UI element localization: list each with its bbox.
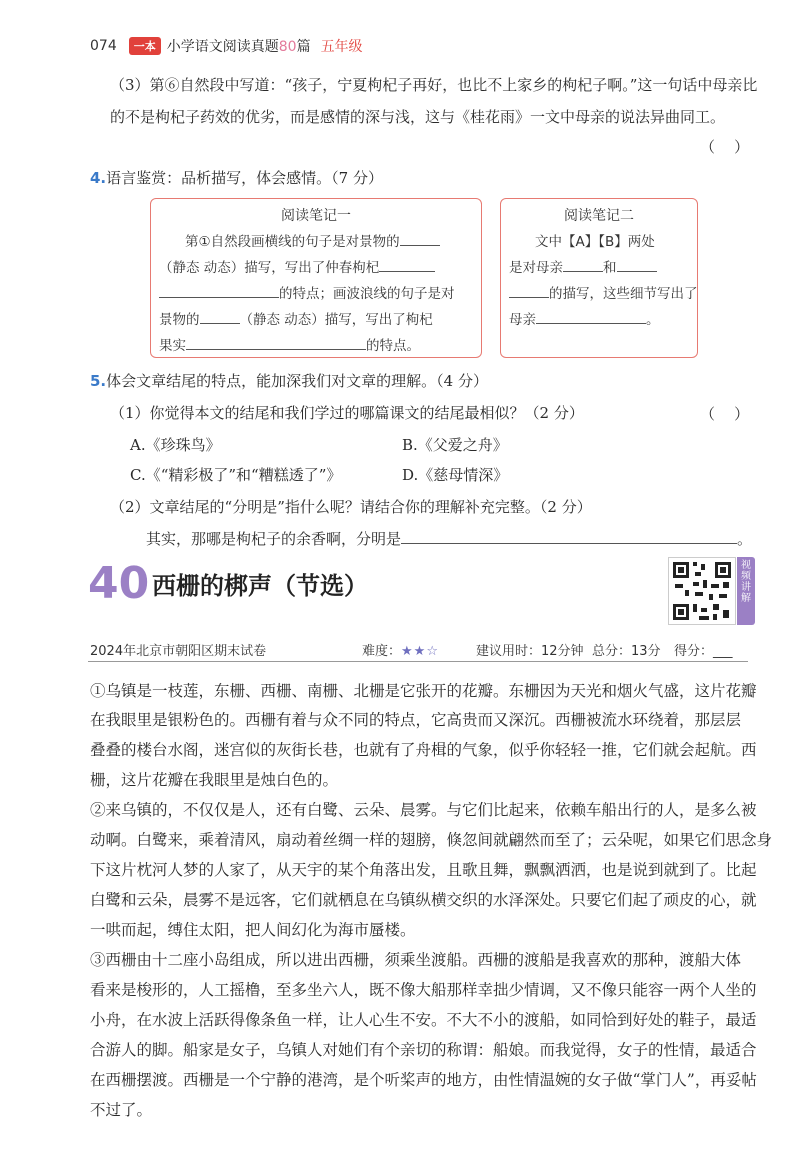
note1-blank5[interactable] [186,334,366,350]
note1-l2-text: （静态 动态）描写，写出了仲春枸杞 [159,260,380,276]
note1-blank1[interactable] [400,230,440,246]
q5-prompt [90,368,488,394]
note2-blank4[interactable] [536,308,646,324]
note2-title: 阅读笔记二 [564,208,634,224]
passage-line-8: 白鹭和云朵，晨雾不是远客，它们就栖息在乌镇纵横交织的水泽深处。只要它们起了顽皮的心，就 [90,891,757,909]
note2-l2a-text: 是对母亲 [509,260,563,276]
note1-line3 [151,281,481,307]
note1-l3-text: 的特点；画波浪线的句子是对 [279,286,455,302]
difficulty-label [362,640,439,659]
passage-line-9: 一哄而起，缚住太阳，把人间幻化为海市蜃楼。 [90,921,416,939]
q4-prompt [90,165,383,191]
q5-text: 体会文章结尾的特点，能加深我们对文章的理解。（4 分） [106,372,488,390]
passage-line-4: 栅，这片花瓣在我眼里是烛白色的。 [90,771,339,789]
q5-option-d[interactable]: D.《慈母情深》 [402,466,509,484]
note1-line4 [151,307,481,333]
reading-note-1 [150,198,482,358]
section-number: 40 [88,558,150,609]
q5-sub1-answer-paren[interactable]: （ ） [700,405,750,423]
q5-fill-line [146,526,752,552]
passage-line-6: 动啊。白鹭来，乘着清风，扇动着丝绸一样的翅膀，倏忽间就翩然而至了；云朵呢，如果它们思念身 [90,831,773,849]
grade-label: 五年级 [320,39,363,55]
q4-text: 语言鉴赏：品析描写，体会感情。（7 分） [106,169,383,187]
difficulty-stars-icon: ★★☆ [401,644,439,659]
note1-l4b-text: （静态 动态）描写，写出了枸杞 [239,312,433,328]
q5-sub2: （2）文章结尾的“分明是”指什么呢？请结合你的理解补充完整。（2 分） [110,498,592,516]
note1-line1 [151,229,481,255]
reading-note-2 [500,198,698,358]
note2-l2b-text: 和 [603,260,617,276]
q3-answer-paren[interactable]: （ ） [700,138,750,156]
note1-blank2[interactable] [379,256,435,272]
note2-line4 [501,307,697,333]
difficulty-text: 难度： [362,644,402,659]
section-title: 西栅的梆声（节选） [152,572,368,600]
note1-title: 阅读笔记一 [281,208,351,224]
passage-line-5: ②来乌镇的，不仅仅是人，还有白鹭、云朵、晨雾。与它们比起来，依赖车船出行的人，是多么被 [90,801,757,819]
note1-line2 [151,255,481,281]
passage-line-7: 下这片枕河人梦的人家了，从天宇的某个角落出发，且歌且舞，飘飘洒洒，也是说到就到了。比起 [90,861,757,879]
q4-number: 4. [90,169,107,187]
passage-line-1: ①乌镇是一枝莲，东栅、西栅、南栅、北栅是它张开的花瓣。东栅因为天光和烟火气盛，这片花瓣 [90,682,757,700]
video-lesson-tab[interactable]: 视频讲解 [737,557,755,625]
time-label: 建议用时：12分钟 [476,644,584,659]
note2-blank1[interactable] [563,256,603,272]
note2-line2 [501,255,697,281]
note1-l5a-text: 果实 [159,338,186,354]
brand-logo: 一本 [129,37,161,55]
q5-option-c[interactable]: C.《“精彩极了”和“糟糕透了”》 [130,466,342,484]
note1-blank4[interactable] [200,308,240,324]
page-number: 074 [90,38,117,54]
q3-line1: （3）第⑥自然段中写道：“孩子，宁夏枸杞子再好，也比不上家乡的枸杞子啊。”这一句话中母亲比 [110,76,758,94]
note2-l4b-text: 。 [646,312,660,328]
book-title-suffix: 篇 [296,39,311,55]
note1-l4a-text: 景物的 [159,312,200,328]
q3-line2: 的不是枸杞子药效的优劣，而是感情的深与浅，这与《桂花雨》一文中母亲的说法异曲同工。 [110,108,726,126]
page-header [90,36,363,56]
passage-line-3: 叠叠的楼台水阁，迷宫似的灰街长巷，也就有了舟楫的气象，似乎你轻轻一推，它们就会起航。西 [90,741,757,759]
book-title-prefix: 小学语文阅读真题 [166,39,279,55]
book-title [167,36,311,56]
passage-line-13: 合游人的脚。船家是女子，乌镇人对她们有个亲切的称谓：船娘。而我觉得，女子的性情，最适合 [90,1041,757,1059]
note2-line1: 文中【A】【B】两处 [535,234,655,250]
passage-line-15: 不过了。 [90,1101,153,1119]
q5-fill-text: 其实，那哪是枸杞子的余香啊，分明是 [146,530,402,548]
q5-sub1: （1）你觉得本文的结尾和我们学过的哪篇课文的结尾最相似？（2 分） [110,404,584,422]
q5-option-b[interactable]: B.《父爱之舟》 [402,436,508,454]
note1-line5 [151,333,481,359]
source-label: 2024年北京市朝阳区期末试卷 [90,644,267,659]
note1-l1-text: 第①自然段画横线的句子是对景物的 [185,234,400,250]
qr-code-graphic [669,558,735,624]
note1-blank3[interactable] [159,282,279,298]
qr-code-icon[interactable] [668,557,736,625]
q5-fill-blank[interactable] [401,528,737,544]
note2-l3-text: 的描写，这些细节写出了 [549,286,698,302]
passage-line-2: 在我眼里是银粉色的。西栅有着与众不同的特点，它高贵而又深沉。西栅被流水环绕着，那层层 [90,711,742,729]
passage-line-11: 看来是梭形的，人工摇橹，至多坐六人，既不像大船那样幸拙少情调，又不像只能容一两个人坐的 [90,981,757,999]
passage-line-14: 在西栅摆渡。西栅是一个宁静的港湾，是个听桨声的地方，由性情温婉的女子做“掌门人”，再妥帖 [90,1071,757,1089]
q5-option-a[interactable]: A.《珍珠鸟》 [130,436,221,454]
passage-line-10: ③西栅由十二座小岛组成，所以进出西栅，须乘坐渡船。西栅的渡船是我喜欢的那种，渡船大体 [90,951,742,969]
note2-blank2[interactable] [617,256,657,272]
total-label: 总分：13分 [592,644,661,659]
book-title-number: 80 [278,39,297,55]
note2-line3 [501,281,697,307]
meta-divider [88,661,748,662]
score-label: 得分：___ [674,644,733,659]
note2-l4a-text: 母亲 [509,312,536,328]
note1-l5b-text: 的特点。 [366,338,420,354]
passage-line-12: 小舟，在水波上活跃得像条鱼一样，让人心生不安。不大不小的渡船，如同恰到好处的鞋子，最适 [90,1011,757,1029]
q5-fill-end: 。 [737,530,753,548]
q5-number: 5. [90,372,107,390]
note2-blank3[interactable] [509,282,549,298]
